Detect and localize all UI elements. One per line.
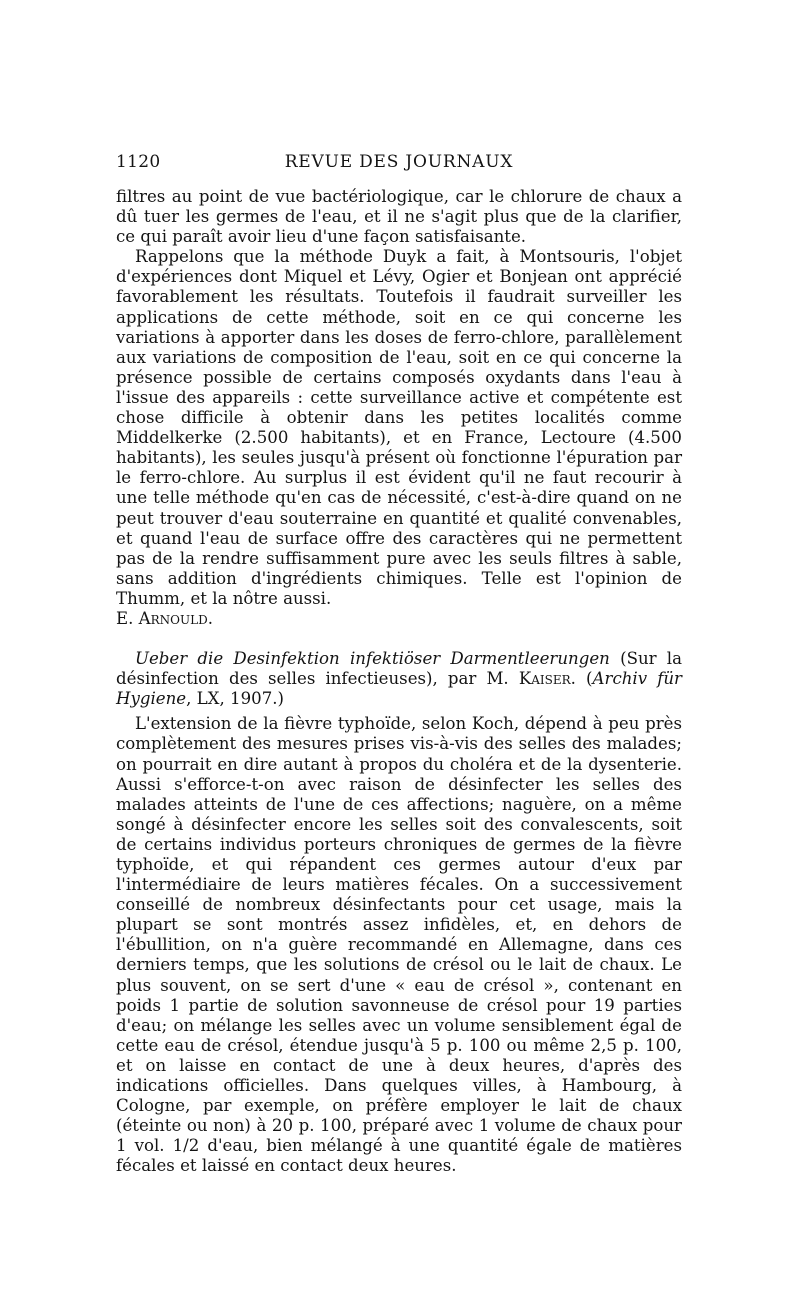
- author-signature: E. Arnould.: [116, 608, 213, 628]
- review-translated-title: (Sur la désinfection des selles infectieuses), par M.: [116, 649, 682, 689]
- running-title: REVUE DES JOURNAUX: [284, 152, 514, 172]
- page-body: [116, 187, 682, 1177]
- review-original-title: Ueber die Desinfektion infektiöser Darmentleerungen: [135, 649, 610, 669]
- review-author-separator: . (: [570, 669, 593, 689]
- review-journal: Archiv für Hygiene: [116, 669, 682, 709]
- article-1-paragraph-1: filtres au point de vue bactériologique, car le chlorure de chaux a dû tuer les germes de l'eau, et il ne s'agit plus que de la clarifier, ce qui paraît avoir lieu d'une façon satisfaisante.: [116, 187, 682, 247]
- review-citation: , LX, 1907.): [186, 689, 285, 709]
- page-number: 1120: [116, 152, 161, 172]
- article-1-paragraph-2: Rappelons que la méthode Duyk a fait, à Montsouris, l'objet d'expériences dont Miquel et Lévy, Ogier et Bonjean ont apprécié favorablement les résultats. Toutefois il faudrait surveiller les applications de cette méthode, soit en ce qui concerne les variations à apporter dans les doses de ferro-chlore, parallèlement aux variations de composition de l'eau, soit en ce qui concerne la présence possible de certains composés oxydants dans l'eau à l'issue des appareils : cette surveillance active et compétente est chose difficile à obtenir dans les petites localités comme Middelkerke (2.500 habitants), et en France, Lectoure (4.500 habitants), les seules jusqu'à présent où fonctionne l'épuration par le ferro-chlore. Au surplus il est évident qu'il ne faut recourir à une telle méthode qu'en cas de nécessité, c'est-à-dire quand on ne peut trouver d'eau souterraine en quantité et qualité convenables, et quand l'eau de surface offre des caractères qui ne permettent pas de la rendre suffisamment pure avec les seuls filtres à sable, sans addition d'ingrédients chimiques. Telle est l'opinion de Thumm, et la nôtre aussi.: [116, 247, 682, 608]
- running-header: [116, 152, 682, 176]
- review-author: Kaiser: [518, 669, 571, 689]
- article-2-paragraph: L'extension de la fièvre typhoïde, selon Koch, dépend à peu près complètement des mesures prises vis-à-vis des selles des malades; on pourrait en dire autant à propos du choléra et de la dysenterie. Aussi s'efforce-t-on avec raison de désinfecter les selles des malades atteints de l'une de ces affections; naguère, on a même songé à désinfecter encore les selles soit des convalescents, soit de certains individus porteurs chroniques de germes de la fièvre typhoïde, et qui répandent ces germes autour d'eux par l'intermédiaire de leurs matières fécales. On a successivement conseillé de nombreux désinfectants pour cet usage, mais la plupart se sont montrés assez infidèles, et, en dehors de l'ébullition, on n'a guère recommandé en Allemagne, dans ces derniers temps, que les solutions de crésol ou le lait de chaux. Le plus souvent, on se sert d'une « eau de crésol », contenant en poids 1 partie de solution savonneuse de crésol pour 19 parties d'eau; on mélange les selles avec un volume sensiblement égal de cette eau de crésol, étendue jusqu'à 5 p. 100 ou même 2,5 p. 100, et on laisse en contact de une à deux heures, d'après des indications officielles. Dans quelques villes, à Hambourg, à Cologne, par exemple, on préfère employer le lait de chaux (éteinte ou non) à 20 p. 100, préparé avec 1 volume de chaux pour 1 vol. 1/2 d'eau, bien mélangé à une quantité égale de matières fécales et laissé en contact deux heures.: [116, 714, 682, 1176]
- review-heading: [116, 649, 682, 709]
